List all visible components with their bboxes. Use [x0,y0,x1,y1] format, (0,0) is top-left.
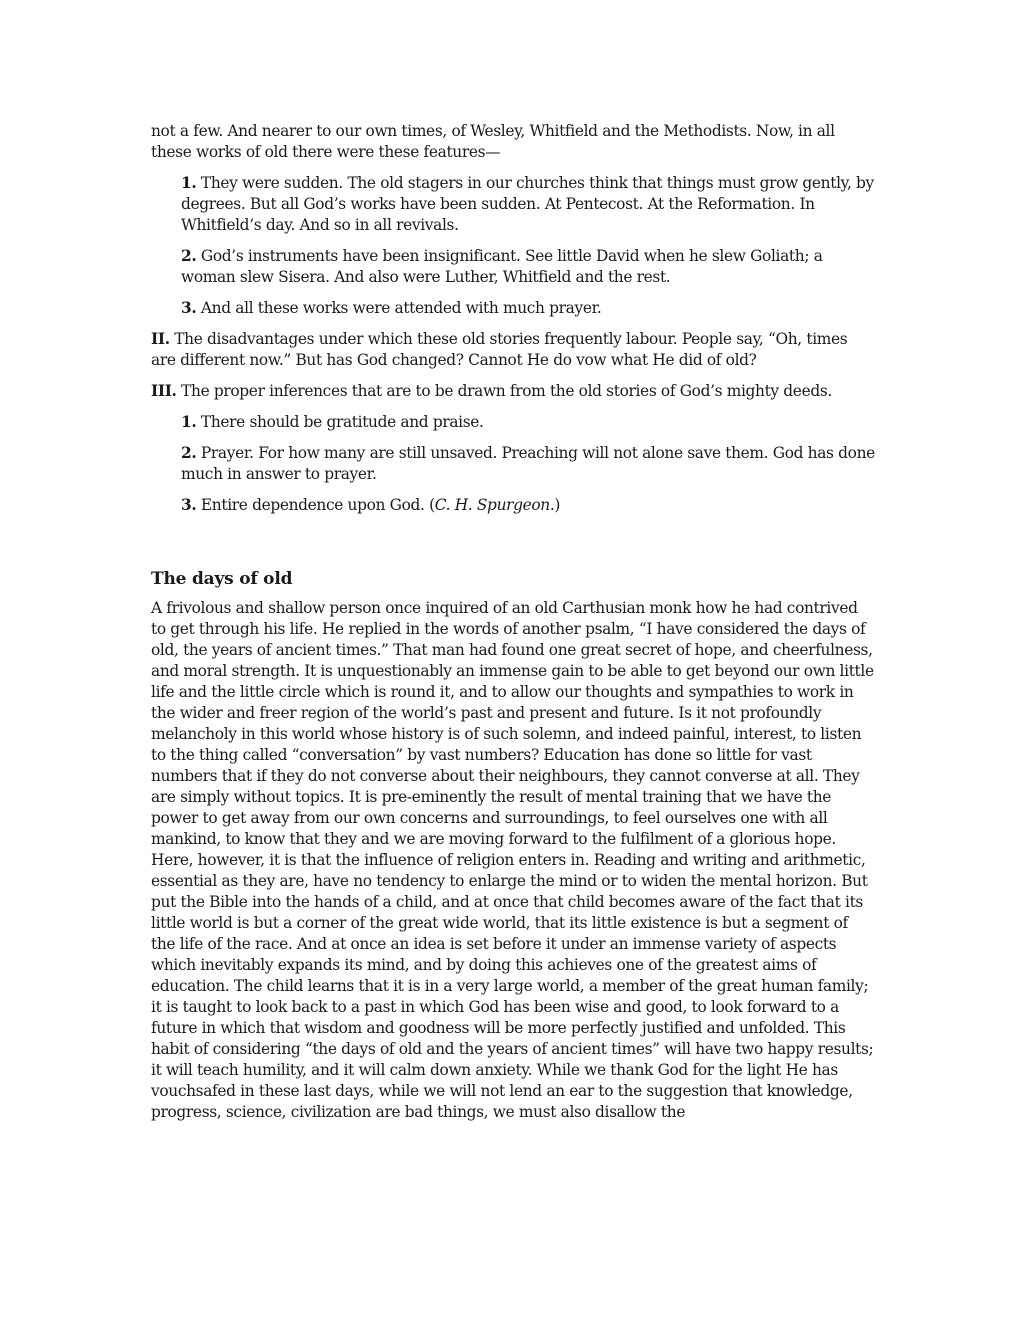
intro-paragraph: not a few. And nearer to our own times, of Wesley, Whitfield and the Methodists. Now, in all these works of old there were these features— [151,122,835,161]
inference-text: There should be gratitude and praise. [196,413,484,431]
feature-number: 3. [181,299,197,317]
feature-text: God’s instruments have been insignificant. See little David when he slew Goliath; a woman slew Sisera. And also were Luther, Whitfield and the rest. [181,247,823,286]
inference-number: 2. [181,444,197,462]
body-paragraph: A frivolous and shallow person once inquired of an old Carthusian monk how he had contrived to get through his life. He replied in the words of another psalm, “I have considered the days of old, the years of ancient times.” That man had found one great secret of hope, and cheerfulness, and moral strength. It is unquestionably an immense gain to be able to get beyond our own little life and the little circle which is round it, and to allow our thoughts and sympathies to work in the wider and freer region of the world’s past and present and future. Is it not profoundly melancholy in this world whose history is of such solemn, and indeed painful, interest, to listen to the thing called “conversation” by vast numbers? Education has done so little for vast numbers that if they do not converse about their neighbours, they cannot converse at all. They are simply without topics. It is pre-eminently the result of mental training that we have the power to get away from our own concerns and surroundings, to feel ourselves one with all mankind, to know that they and we are moving forward to the fulfilment of a glorious hope. Here, however, it is that the influence of religion enters in. Reading and writing and arithmetic, essential as they are, have no tendency to enlarge the mind or to widen the mental horizon. But put the Bible into the hands of a child, and at once that child becomes aware of the fact that its little world is but a corner of the great wide world, that its little existence is but a segment of the life of the race. And at once an idea is set before it under an immense variety of aspects which inevitably expands its mind, and by doing this achieves one of the greatest aims of education. The child learns that it is in a very large world, a member of the great human family; it is taught to look back to a past in which God has been wise and good, to look forward to a future in which that wisdom and goodness will be more perfectly justified and unfolded. This habit of considering “the days of old and the years of ancient times” will have two happy results; it will teach humility, and it will calm down anxiety. While we thank God for the light He has vouchsafed in these last days, while we will not lend an ear to the suggestion that knowledge, progress, science, civilization are bad things, we must also disallow the [151,599,874,1121]
document-page [151,121,875,1123]
feature-number: 2. [181,247,197,265]
section-text: The proper inferences that are to be drawn from the old stories of God’s mighty deeds. [176,382,832,400]
section-number: II. [151,330,170,348]
inference-item [181,495,875,516]
feature-item [181,298,875,319]
inference-item [181,412,875,433]
feature-text: And all these works were attended with much prayer. [196,299,602,317]
inference-text-end: ) [554,496,561,514]
inference-number: 1. [181,413,197,431]
feature-item [181,246,875,288]
inference-number: 3. [181,496,197,514]
inference-text: Prayer. For how many are still unsaved. Preaching will not alone save them. God has done much in answer to prayer. [181,444,875,483]
section-number: III. [151,382,177,400]
feature-number: 1. [181,174,197,192]
section-heading: The days of old [151,569,293,589]
inference-item [181,443,875,485]
author-citation: C. H. Spurgeon. [434,496,555,514]
section-text: The disadvantages under which these old stories frequently labour. People say, “Oh, times are different now.” But has God changed? Cannot He do vow what He did of old? [151,330,848,369]
feature-text: They were sudden. The old stagers in our churches think that things must grow gently, by degrees. But all God’s works have been sudden. At Pentecost. At the Reformation. In Whitfield’s day. And so in all revivals. [181,174,874,234]
inference-text: Entire dependence upon God. ( [196,496,435,514]
feature-item [181,173,875,236]
section-iii-paragraph [151,381,875,402]
section-ii-paragraph [151,329,875,371]
